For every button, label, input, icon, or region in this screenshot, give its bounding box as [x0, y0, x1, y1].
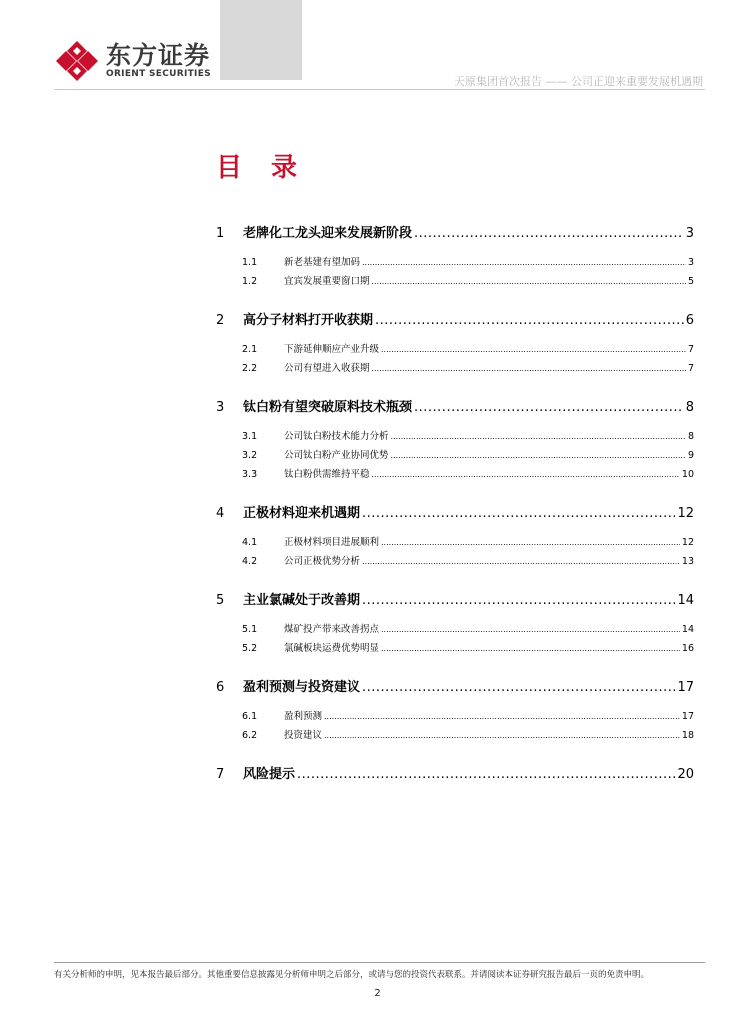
toc-title: 目 录	[216, 153, 308, 183]
toc-entry-label: 正极材料迎来机遇期	[243, 506, 361, 521]
toc-entry[interactable]	[216, 396, 694, 415]
brand-name-cn: 东方证券	[106, 40, 211, 70]
toc-leader-dots	[362, 593, 675, 608]
toc-entry-page: 3	[687, 257, 694, 268]
toc-entry-number: 1	[216, 226, 225, 241]
toc-entry[interactable]	[216, 676, 694, 695]
toc-entry-page: 17	[677, 680, 694, 695]
toc-entry-label: 钛白粉供需维持平稳	[284, 469, 370, 480]
footer-disclaimer: 有关分析师的申明，见本报告最后部分。其他重要信息披露见分析师申明之后部分，或请与您的投资代表联系。并请阅读本证券研究报告最后一页的免责申明。	[54, 970, 650, 980]
toc-entry-page: 12	[681, 537, 694, 548]
toc-entry[interactable]	[216, 640, 694, 654]
toc-entry-number: 3.1	[242, 431, 258, 442]
toc-entry-label: 公司钛白粉技术能力分析	[284, 431, 389, 442]
toc-entry-label: 老牌化工龙头迎来发展新阶段	[243, 226, 413, 241]
toc-entry-number: 1.2	[242, 276, 258, 287]
toc-leader-dots	[372, 364, 686, 373]
toc-leader-dots	[381, 644, 680, 653]
toc-entry-page: 7	[687, 363, 694, 374]
toc-leader-dots	[362, 258, 686, 267]
toc-entry[interactable]	[216, 341, 694, 355]
toc-entry[interactable]	[216, 222, 694, 241]
toc-entry-page: 5	[687, 276, 694, 287]
brand-logo	[54, 41, 211, 81]
toc-entry[interactable]	[216, 763, 694, 782]
toc-leader-dots	[381, 625, 680, 634]
toc-entry[interactable]	[216, 534, 694, 548]
toc-leader-dots	[414, 400, 684, 415]
toc-entry-number: 2.1	[242, 344, 258, 355]
toc-leader-dots	[362, 506, 675, 521]
report-subtitle: 天原集团首次报告 —— 公司正迎来重要发展机遇期	[454, 75, 703, 88]
toc-entry-number: 6.2	[242, 730, 258, 741]
toc-entry-page: 9	[687, 450, 694, 461]
toc-leader-dots	[381, 538, 680, 547]
footer-divider	[54, 962, 705, 963]
toc-entry-label: 盈利预测与投资建议	[243, 680, 361, 695]
toc-entry-label: 新老基建有望加码	[284, 257, 361, 268]
toc-entry-label: 公司正极优势分析	[284, 556, 361, 567]
toc-entry-label: 正极材料项目进展顺利	[284, 537, 380, 548]
toc-entry-label: 盈利预测	[284, 711, 323, 722]
header-tab-decoration	[220, 0, 302, 80]
toc-entry[interactable]	[216, 254, 694, 268]
toc-entry-page: 18	[681, 730, 694, 741]
toc-entry-page: 12	[677, 506, 694, 521]
toc-entry-page: 17	[681, 711, 694, 722]
toc-entry-number: 5.2	[242, 643, 258, 654]
toc-leader-dots	[324, 731, 680, 740]
toc-entry[interactable]	[216, 360, 694, 374]
toc-leader-dots	[372, 470, 680, 479]
page-number: 2	[374, 988, 381, 999]
toc-entry-page: 10	[681, 469, 694, 480]
toc-leader-dots	[297, 767, 675, 782]
header-divider	[54, 89, 705, 90]
toc-entry-number: 3	[216, 400, 225, 415]
toc-entry-number: 5.1	[242, 624, 258, 635]
toc-entry[interactable]	[216, 466, 694, 480]
toc-leader-dots	[324, 712, 680, 721]
brand-name-en: ORIENT SECURITIES	[106, 68, 211, 79]
toc-entry-page: 8	[687, 431, 694, 442]
toc-leader-dots	[391, 432, 686, 441]
toc-leader-dots	[375, 313, 684, 328]
toc-entry[interactable]	[216, 447, 694, 461]
toc-leader-dots	[372, 277, 686, 286]
toc-entry-label: 宜宾发展重要窗口期	[284, 276, 370, 287]
toc-entry-label: 主业氯碱处于改善期	[243, 593, 361, 608]
toc-entry-number: 4.2	[242, 556, 258, 567]
toc-entry-number: 5	[216, 593, 225, 608]
toc-entry-label: 氯碱板块运费优势明显	[284, 643, 380, 654]
toc-entry-label: 投资建议	[284, 730, 323, 741]
toc-leader-dots	[391, 451, 686, 460]
orient-securities-logo-icon	[54, 41, 100, 81]
toc-entry-number: 6.1	[242, 711, 258, 722]
toc-entry-number: 2	[216, 313, 225, 328]
toc-entry-number: 1.1	[242, 257, 258, 268]
toc-entry-page: 14	[681, 624, 694, 635]
toc-entry[interactable]	[216, 553, 694, 567]
toc-entry[interactable]	[216, 589, 694, 608]
toc-entry-label: 下游延伸顺应产业升级	[284, 344, 380, 355]
toc-entry-number: 3.3	[242, 469, 258, 480]
toc-entry-page: 3	[685, 226, 694, 241]
toc-entry[interactable]	[216, 428, 694, 442]
toc-entry[interactable]	[216, 309, 694, 328]
toc-entry-label: 钛白粉有望突破原料技术瓶颈	[243, 400, 413, 415]
toc-entry-number: 2.2	[242, 363, 258, 374]
toc-entry-page: 14	[677, 593, 694, 608]
toc-entry-number: 7	[216, 767, 225, 782]
toc-entry-page: 6	[685, 313, 694, 328]
toc-entry-label: 风险提示	[243, 767, 296, 782]
toc-entry-label: 煤矿投产带来改善拐点	[284, 624, 380, 635]
toc-entry[interactable]	[216, 621, 694, 635]
toc-entry[interactable]	[216, 708, 694, 722]
toc-leader-dots	[362, 680, 675, 695]
toc-entry-page: 13	[681, 556, 694, 567]
toc-entry-number: 4.1	[242, 537, 258, 548]
toc-entry-page: 20	[677, 767, 694, 782]
toc-entry[interactable]	[216, 273, 694, 287]
toc-entry-label: 公司钛白粉产业协同优势	[284, 450, 389, 461]
toc-leader-dots	[414, 226, 684, 241]
toc-entry-page: 8	[685, 400, 694, 415]
toc-entry-number: 3.2	[242, 450, 258, 461]
toc-entry-page: 16	[681, 643, 694, 654]
toc-entry[interactable]	[216, 727, 694, 741]
toc-entry-number: 4	[216, 506, 225, 521]
toc-entry-label: 高分子材料打开收获期	[243, 313, 374, 328]
toc-leader-dots	[362, 557, 680, 566]
toc-entry[interactable]	[216, 502, 694, 521]
toc-leader-dots	[381, 345, 686, 354]
toc-entry-number: 6	[216, 680, 225, 695]
toc-entry-page: 7	[687, 344, 694, 355]
toc-entry-label: 公司有望进入收获期	[284, 363, 370, 374]
